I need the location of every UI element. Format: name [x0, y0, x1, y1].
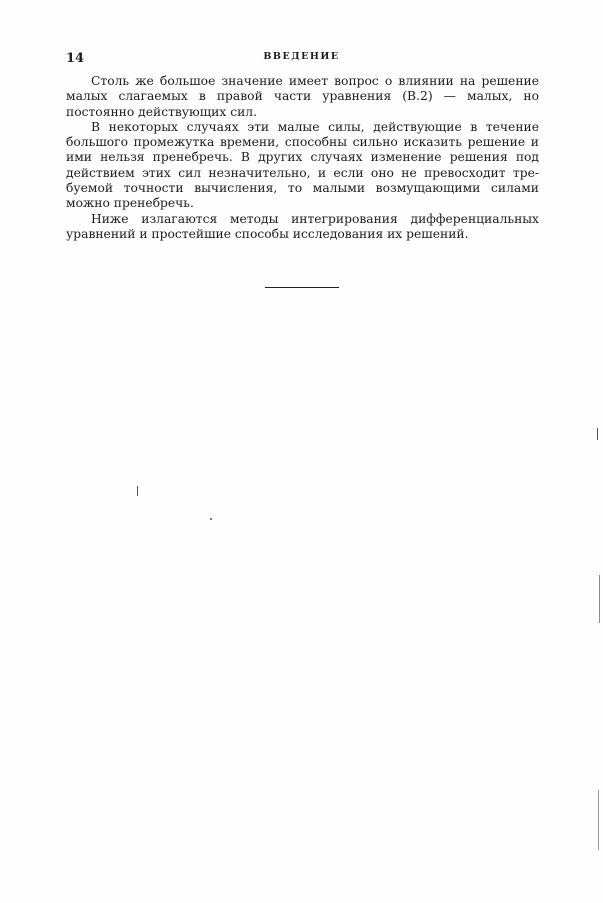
running-title: ВВЕДЕНИЕ [263, 51, 340, 62]
scan-speck [137, 486, 138, 496]
scan-speck [597, 428, 598, 440]
scan-speck [210, 518, 212, 520]
paragraph-2: В некоторых случаях эти малые силы, действующие в течение большого промежутка времени, способны сильно исказить решение и ими нельзя пренебречь. В других случаях изменение решения под действием этих сил незначительно, и если оно не превосходит требуемой точности вычисления, то малыми возмущающими силами можно пренебречь. [66, 119, 539, 211]
paragraph-1: Столь же большое значение имеет вопрос о влиянии на решение малых слагаемых в правой части уравнения (В.2) — малых, но постоянно действующих сил. [66, 74, 539, 119]
scan-edge-mark [598, 790, 599, 850]
scan-edge-mark [599, 575, 600, 623]
page-number: 14 [66, 51, 85, 66]
section-end-rule [265, 287, 339, 288]
body-text [66, 74, 539, 242]
paragraph-3: Ниже излагаются методы интегрирования дифференциальных уравнений и простейшие способы исследования их решений. [66, 211, 539, 241]
